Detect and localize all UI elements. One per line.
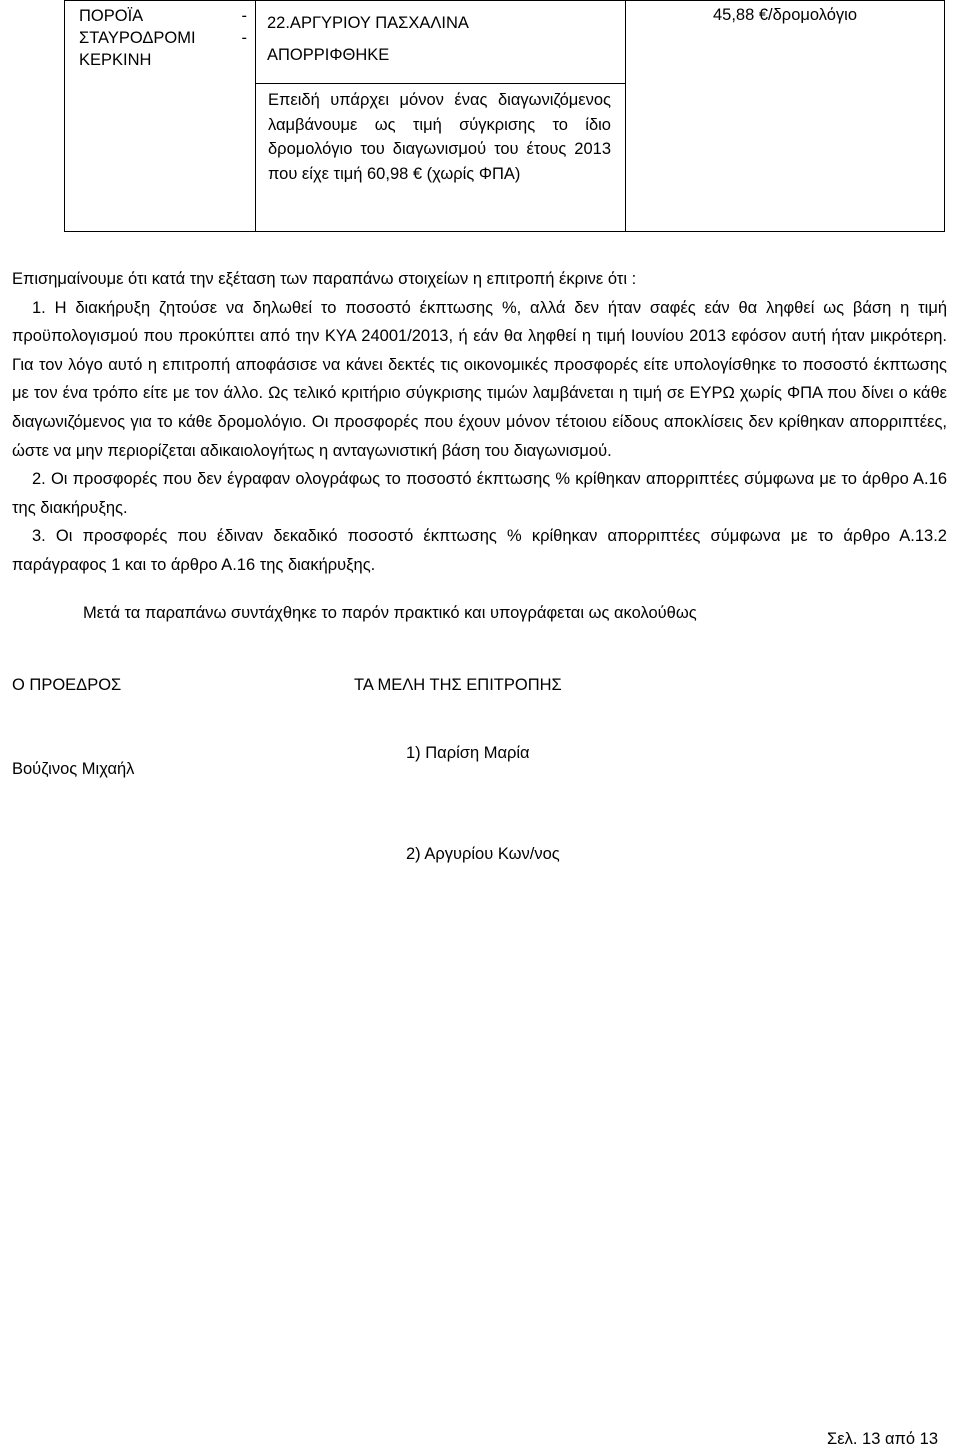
page-number: Σελ. 13 από 13 [827, 1430, 938, 1448]
findings-text [12, 265, 947, 580]
members-title: ΤΑ ΜΕΛΗ ΤΗΣ ΕΠΙΤΡΟΠΗΣ [354, 676, 562, 694]
bidder-name: 22.ΑΡΓΥΡΙΟΥ ΠΑΣΧΑΛΙΝΑ [267, 14, 469, 32]
route-dash: - [241, 29, 247, 47]
price-cell [626, 1, 945, 232]
member-2: 2) Αργυρίου Κων/νος [406, 845, 560, 863]
president-title: Ο ΠΡΟΕΔΡΟΣ [12, 676, 122, 694]
finding-1: 1. Η διακήρυξη ζητούσε να δηλωθεί το ποσοστό έκπτωσης %, αλλά δεν ήταν σαφές εάν θα ληφθεί ως βάση η τιμή προϋπολογισμού που προκύπτει από την ΚΥΑ 24001/2013, ή εάν θα ληφθεί η τιμή Ιουνίου 2013 εφόσον αυτή ήταν μικρότερη. Για τον λόγο αυτό η επιτροπή αποφάσισε να κάνει δεκτές τις οικονομικές προσφορές είτε υπολογίσθηκε το ποσοστό έκπτωσης με τον ένα τρόπο είτε με τον άλλο. Ως τελικό κριτήριο σύγκρισης τιμών λαμβάνεται η τιμή σε ΕΥΡΩ χωρίς ΦΠΑ που δίνει ο κάθε διαγωνιζόμενος για το κάθε δρομολόγιο. Οι προσφορές που έχουν μόνον τέτοιου είδους αποκλίσεις δεν κρίθηκαν απορριπτέες, ώστε να μην περιορίζεται αδικαιολογήτως η ανταγωνιστική βάση του διαγωνισμού. [12, 298, 947, 460]
bidder-status: ΑΠΟΡΡΙΦΘΗΚΕ [267, 46, 390, 64]
route-stop: ΚΕΡΚΙΝΗ [79, 51, 152, 69]
route-price: 45,88 €/δρομολόγιο [712, 6, 858, 24]
route-cell [65, 1, 256, 232]
route-line [79, 27, 247, 49]
bidder-info [256, 1, 625, 71]
president-name: Βούζινος Μιχαήλ [12, 760, 135, 778]
closing-statement: Μετά τα παραπάνω συντάχθηκε το παρόν πρακτικό και υπογράφεται ως ακολούθως [83, 604, 697, 622]
route-line [79, 49, 247, 71]
finding-2: 2. Οι προσφορές που δεν έγραφαν ολογράφως το ποσοστό έκπτωσης % κρίθηκαν απορριπτέες σύμφωνα με το άρθρο Α.16 της διακήρυξης. [12, 470, 947, 517]
route-stop: ΠΟΡΟΪΑ [79, 7, 144, 25]
route-dash: - [241, 7, 247, 25]
table-row [65, 1, 945, 232]
finding-3: 3. Οι προσφορές που έδιναν δεκαδικό ποσοστό έκπτωσης % κρίθηκαν απορριπτέες σύμφωνα με το άρθρο Α.13.2 παράγραφος 1 και το άρθρο Α.16 της διακήρυξης. [12, 527, 947, 574]
bid-table [64, 0, 945, 232]
route-line [79, 5, 247, 27]
comparison-note: Επειδή υπάρχει μόνον ένας διαγωνιζόμενος λαμβάνουμε ως τιμή σύγκρισης το ίδιο δρομολόγιο του διαγωνισμού του έτους 2013 που είχε τιμή 60,98 € (χωρίς ΦΠΑ) [268, 91, 611, 183]
member-1: 1) Παρίση Μαρία [406, 744, 530, 762]
route-stop: ΣΤΑΥΡΟΔΡΟΜΙ [79, 29, 196, 47]
bidder-cell [256, 1, 626, 232]
findings-intro: Επισημαίνουμε ότι κατά την εξέταση των παραπάνω στοιχείων η επιτροπή έκρινε ότι : [12, 270, 637, 288]
note-section [256, 83, 625, 186]
